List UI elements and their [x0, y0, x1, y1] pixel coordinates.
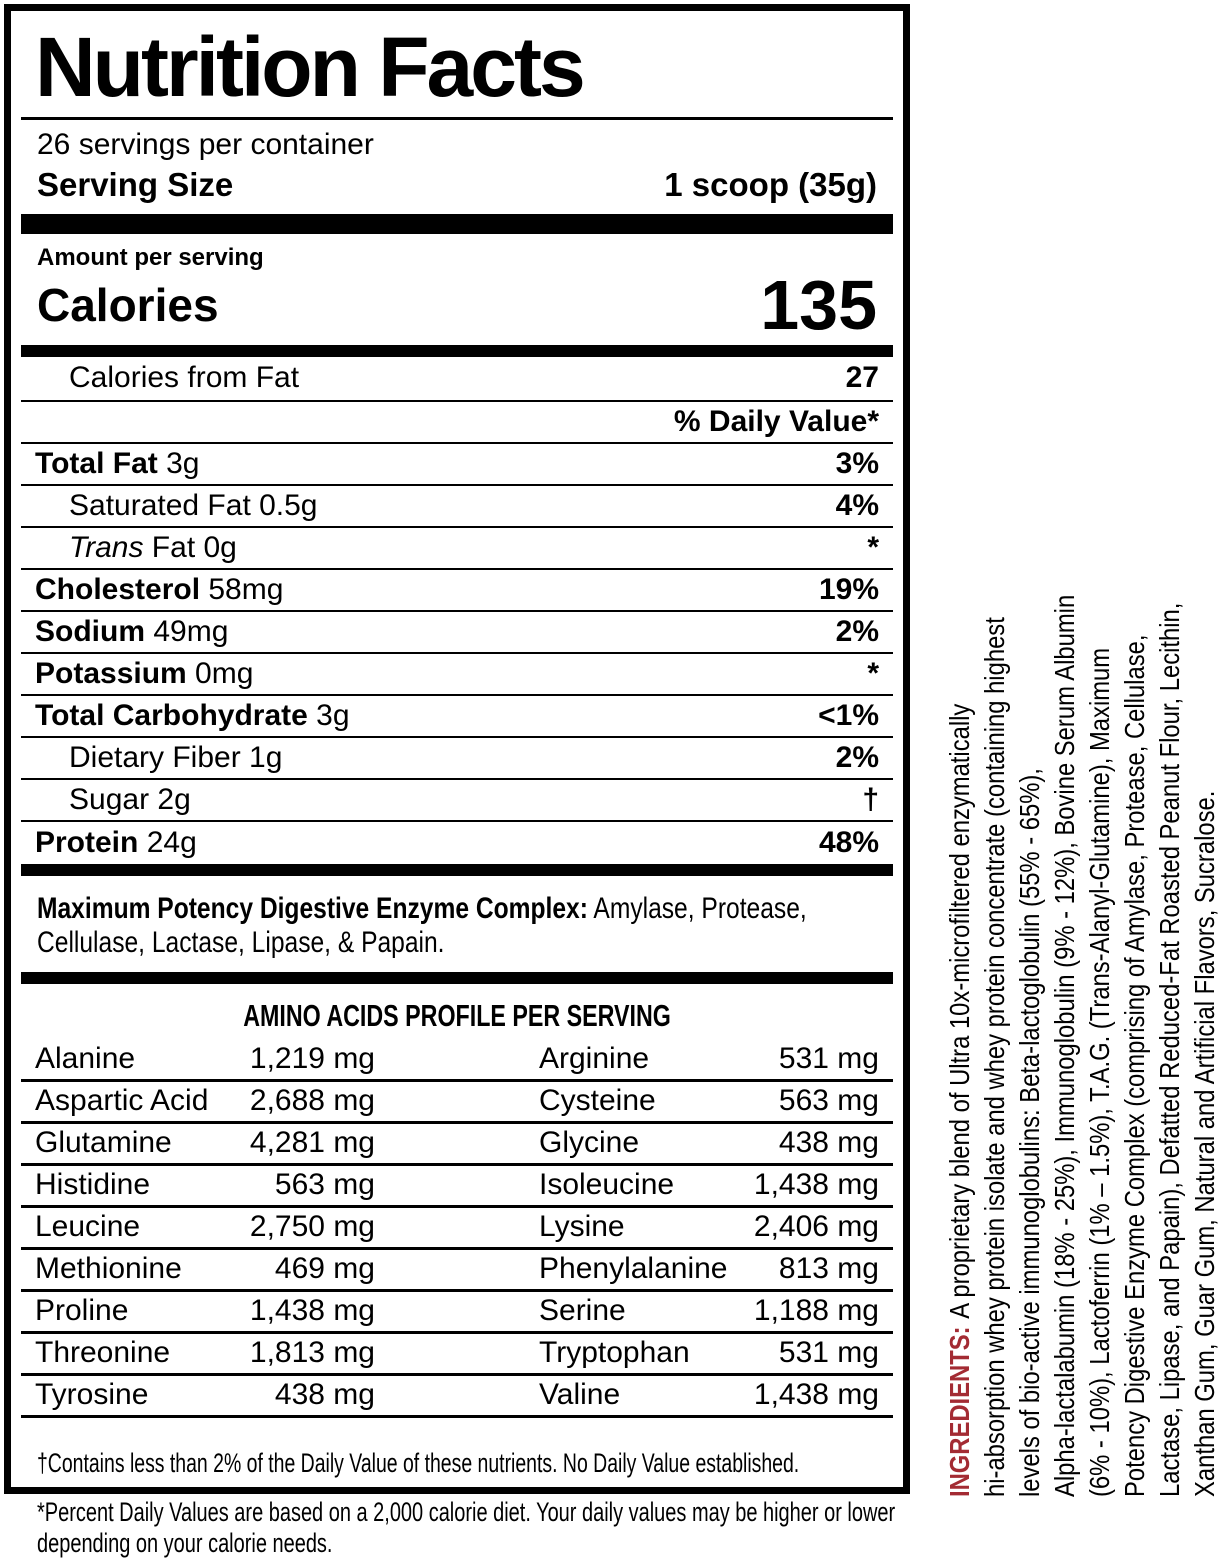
nutrient-row-saturated-fat: Saturated Fat 0.5g 4%: [21, 486, 893, 528]
calories-value: 135: [760, 266, 877, 344]
section-bar: [21, 972, 893, 984]
nutrient-row-sodium: Sodium 49mg 2%: [21, 612, 893, 654]
nutrient-row-sugar: Sugar 2g †: [21, 780, 893, 822]
nutrition-facts-title: Nutrition Facts: [35, 20, 583, 114]
section-bar: [21, 864, 893, 876]
amino-row: Methionine 469 mg Phenylalanine 813 mg: [21, 1250, 893, 1292]
amino-row: Proline 1,438 mg Serine 1,188 mg: [21, 1292, 893, 1334]
amount-per-serving-label: Amount per serving: [37, 244, 264, 271]
nutrient-row-protein: Protein 24g 48%: [35, 825, 879, 859]
amino-row: Threonine 1,813 mg Tryptophan 531 mg: [21, 1334, 893, 1376]
servings-per-container: 26 servings per container: [37, 128, 374, 161]
daily-value-header-row: [21, 402, 893, 444]
calories-row: [11, 266, 903, 345]
amino-row: Tyrosine 438 mg Valine 1,438 mg: [21, 1376, 893, 1418]
amino-row: Leucine 2,750 mg Lysine 2,406 mg: [21, 1208, 893, 1250]
nutrient-row-total-fat: Total Fat 3g 3%: [21, 444, 893, 486]
nutrition-facts-panel: [4, 4, 910, 1558]
section-bar: [21, 214, 893, 234]
nutrient-row-dietary-fiber: Dietary Fiber 1g 2%: [21, 738, 893, 780]
nutrient-row-potassium: Potassium 0mg *: [21, 654, 893, 696]
amino-row: Glutamine 4,281 mg Glycine 438 mg: [21, 1124, 893, 1166]
nutrient-rows: [21, 357, 893, 864]
amino-acids-table: [21, 1040, 893, 1418]
nutrient-row-trans-fat: Trans Fat 0g *: [21, 528, 893, 570]
amino-acids-header: AMINO ACIDS PROFILE PER SERVING: [243, 997, 671, 1033]
section-bar: [21, 345, 893, 357]
amino-row: Histidine 563 mg Isoleucine 1,438 mg: [21, 1166, 893, 1208]
calories-from-fat-value: 27: [845, 361, 879, 394]
nutrient-row-cholesterol: Cholesterol 58mg 19%: [21, 570, 893, 612]
footnote-dagger: †Contains less than 2% of the Daily Value of these nutrients. No Daily Value established.: [37, 1447, 800, 1478]
ingredients-label: INGREDIENTS:: [944, 1326, 975, 1497]
ingredients-text: INGREDIENTS:A proprietary blend of Ultra 10x-microfiltered enzymatically hi-absorption whey protein isolate and whey protein concentrate (containing highest levels of bio-active immunoglobulins: Beta-lactoglobulin (55% - 65%), Alpha-lactalabumin (18% - 25%), Immunoglobulin (9% - 12%), Bovine Serum Albumin (6% - 10%), Lactoferrin (1% – 1.5%), T.A.G. (Trans-Alanyl-Glutamine), Maximum Potency Digestive Enzyme Complex (comprising of Amylase, Protease, Cellulase, Lactase, Lipase, and Papain), Defatted Reduced-Fat Roasted Peanut Flour, Lecithin, Xanthan Gum, Guar Gum, Natural and Artificial Flavors, Sucralose.: [944, 594, 1220, 1497]
amino-row: Alanine 1,219 mg Arginine 531 mg: [21, 1040, 893, 1082]
serving-size-row: [11, 162, 903, 214]
footnote-daily-value: *Percent Daily Values are based on a 2,000 calorie diet. Your daily values may be higher or lower depending on your calorie needs.: [37, 1496, 896, 1558]
enzyme-complex-note: Maximum Potency Digestive Enzyme Complex: Amylase, Protease, Cellulase, Lactase, Lipase, & Papain.: [37, 891, 807, 959]
serving-size-value: 1 scoop (35g): [664, 166, 877, 203]
nutrient-row-calories-from-fat: [21, 357, 893, 402]
calories-from-fat-label: Calories from Fat: [69, 361, 300, 394]
daily-value-header: % Daily Value*: [673, 404, 879, 438]
calories-label: Calories: [37, 279, 219, 332]
nutrient-row-total-carbohydrate: Total Carbohydrate 3g <1%: [21, 696, 893, 738]
serving-size-label: Serving Size: [37, 166, 234, 203]
amino-row: Aspartic Acid 2,688 mg Cysteine 563 mg: [21, 1082, 893, 1124]
